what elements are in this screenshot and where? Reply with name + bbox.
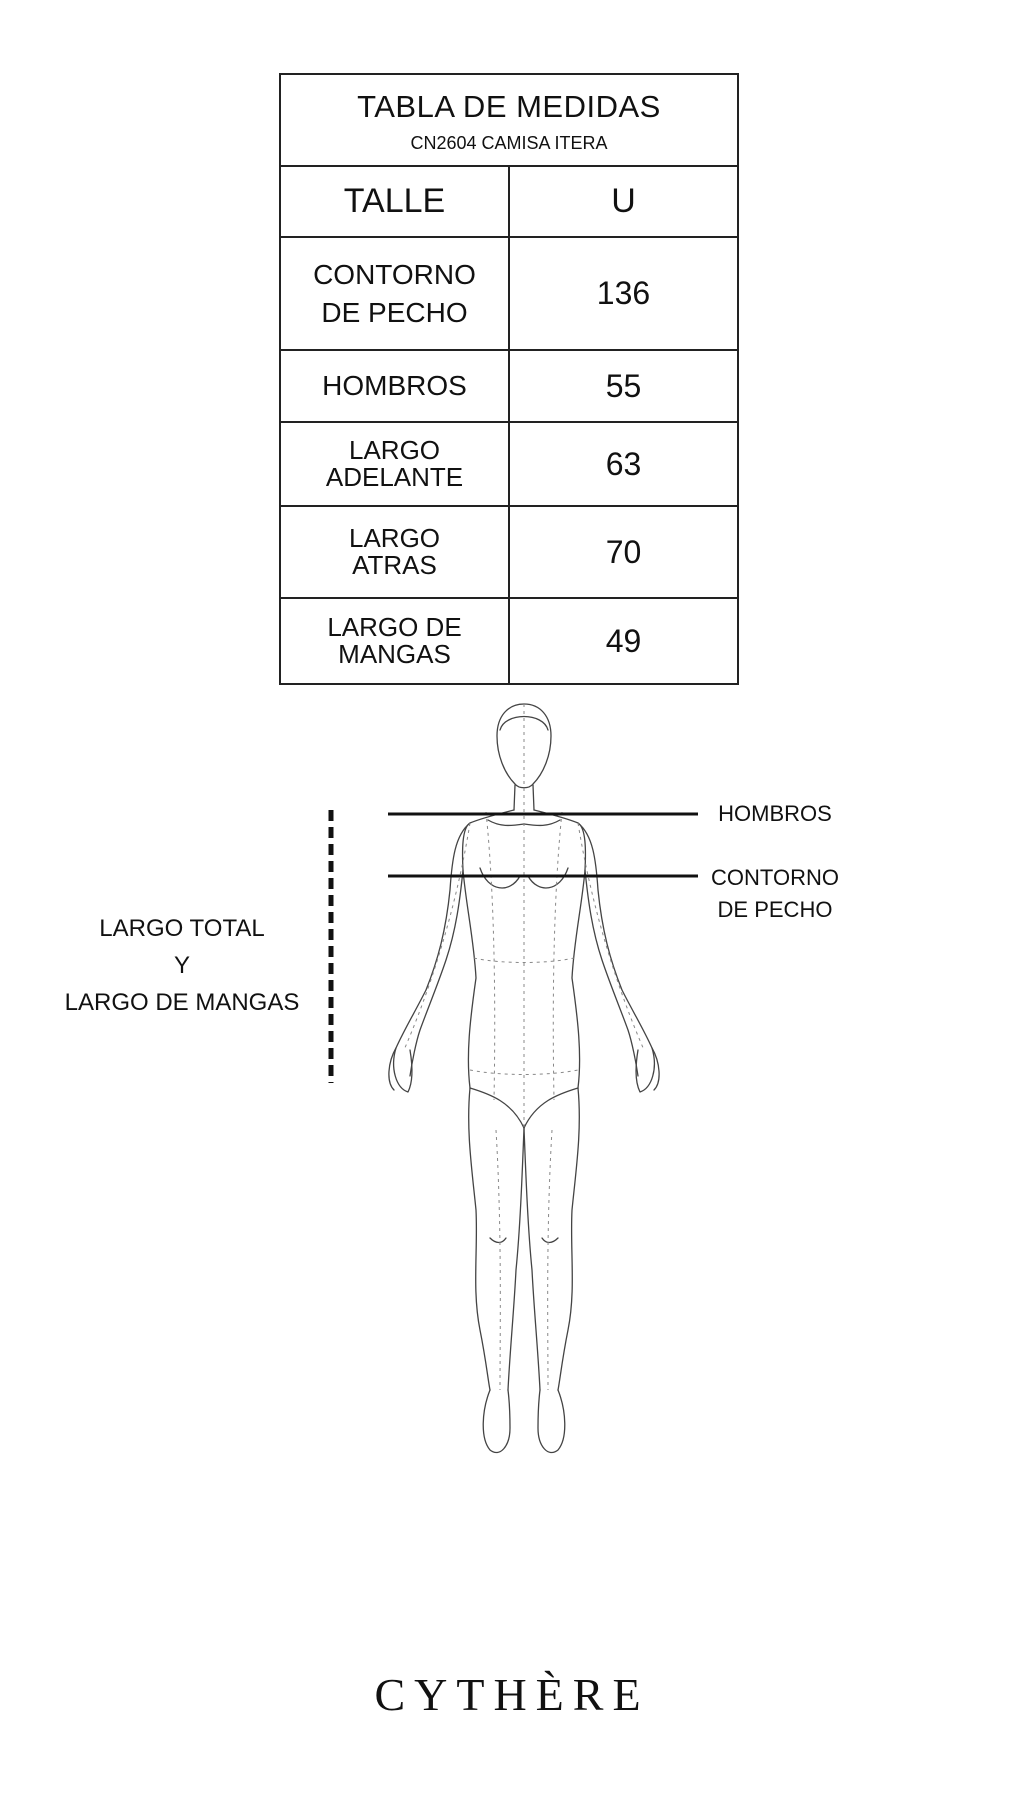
row-value-shoulders: 55 xyxy=(509,350,738,422)
label-chest: CONTORNO DE PECHO xyxy=(711,865,839,922)
label-shoulders: HOMBROS xyxy=(718,801,832,826)
table-subtitle: CN2604 CAMISA ITERA xyxy=(410,132,608,153)
table-title-cell xyxy=(280,74,738,166)
table-row xyxy=(280,506,738,598)
row-label-chest: CONTORNO DE PECHO xyxy=(280,237,509,350)
header-size-value: U xyxy=(509,166,738,237)
row-label-shoulders: HOMBROS xyxy=(280,350,509,422)
table-title-row xyxy=(280,74,738,166)
label-total-length: LARGO TOTAL Y LARGO DE MANGAS xyxy=(64,915,300,1017)
row-value-back-length: 70 xyxy=(509,506,738,598)
table-row xyxy=(280,237,738,350)
row-label-front-length: LARGO ADELANTE xyxy=(280,422,509,506)
table-row xyxy=(280,422,738,506)
body-croquis-illustration xyxy=(0,690,1024,1470)
table-row xyxy=(280,598,738,684)
row-label-back-length: LARGO ATRAS xyxy=(280,506,509,598)
measurement-figure xyxy=(0,690,1024,1470)
row-value-chest: 136 xyxy=(509,237,738,350)
table-header-row xyxy=(280,166,738,237)
table-row xyxy=(280,350,738,422)
header-size-label: TALLE xyxy=(280,166,509,237)
table-title: TABLA DE MEDIDAS xyxy=(357,88,661,124)
row-value-front-length: 63 xyxy=(509,422,738,506)
row-value-sleeve-length: 49 xyxy=(509,598,738,684)
brand-logo: CYTHÈRE xyxy=(374,1669,650,1720)
row-label-sleeve-length: LARGO DE MANGAS xyxy=(280,598,509,684)
size-table xyxy=(279,73,739,685)
